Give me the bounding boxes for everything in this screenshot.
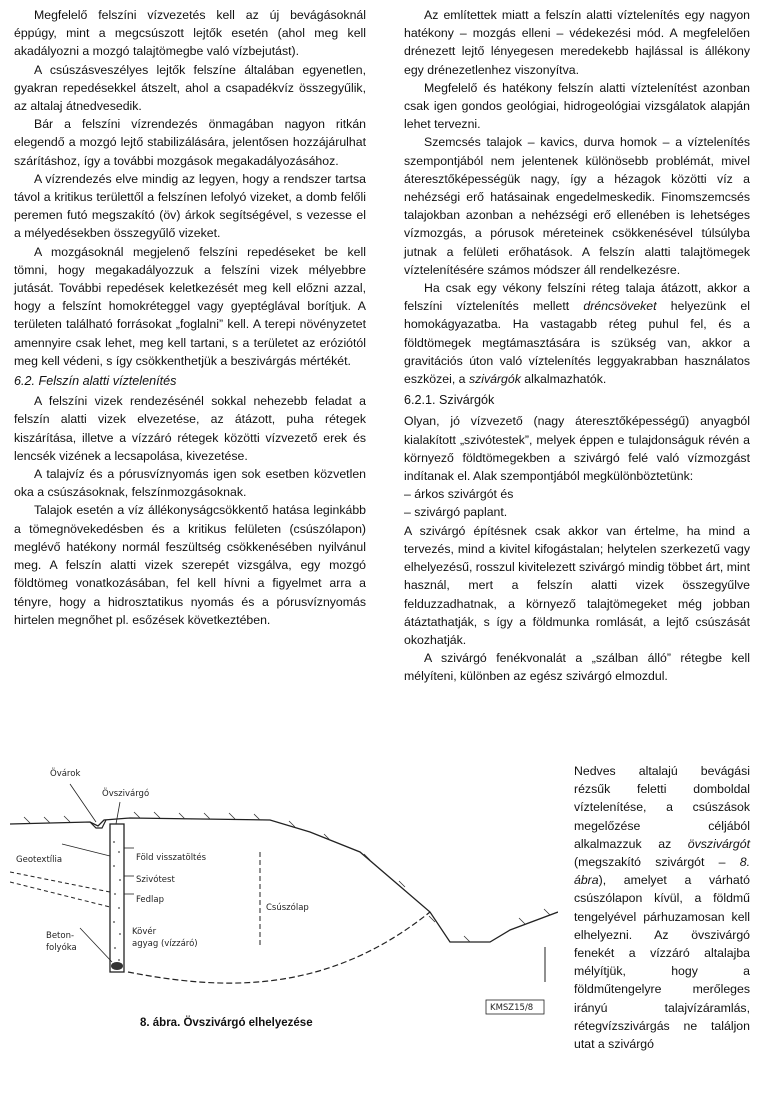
list-item: – árkos szivárgót és — [404, 487, 514, 502]
paragraph: A szivárgó fenékvonalát a „szálban álló” rétegbe kell mélyíteni, különben az egész szivárgó elmozdul. — [404, 651, 750, 684]
figure-drawing — [10, 762, 558, 1040]
label-geotextilia: Geotextília — [16, 855, 63, 865]
figure-caption: 8. ábra. Övszivárgó elhelyezése — [140, 1017, 313, 1029]
label-beton2: folyóka — [46, 943, 77, 953]
paragraph: A csúszásveszélyes lejtők felszíne általában egyenetlen, gyakran repedésekkel átszelt, ahol a csapadékvíz összegyűlik, az altalaj átnedvesedik. — [14, 62, 366, 114]
right-column — [404, 6, 750, 686]
label-fedlap: Fedlap — [136, 895, 165, 905]
ground-line — [10, 818, 558, 942]
emphasis: övszivárgót — [687, 836, 750, 851]
text-run: ), amelyet a várható csúszólapon kívül, a földmű tengelyével párhuzamosan kell elhelyezni. Az övszivárgó fenekét a vízzáró altalajba mélyítjük, hogy a földműtengelyre merőleges irányú talajvízáramlás, rétegvízszivárgás ne találjon utat a szivárgó — [574, 873, 750, 1052]
list-item: – szivárgó paplant. — [404, 505, 508, 520]
surface-hatching — [24, 812, 550, 942]
paragraph: A talajvíz és a pórusvíznyomás igen sok esetben közvetlen oka a csúszásoknak, felszínmozgásoknak. — [14, 467, 366, 500]
paragraph: A felszíni vizek rendezésénél sokkal nehezebb feladat a felszín alatti vizek elvezetése, az átázott, puha rétegek kiszárítása, illetve a vízzáró rétegek közötti vízvezető erek és lencsék vizének a lecsapolása, kivezetése. — [14, 394, 366, 463]
drain-trench — [110, 824, 124, 972]
paragraph: Az említettek miatt a felszín alatti víztelenítés egy nagyon hatékony – mozgás elleni – védekezési mód. A megfelelően drénezett lejtő lényegesen meredekebb hajlással is állékony egy drénezetlenhez viszonyítva. — [404, 8, 750, 77]
paragraph: A szivárgó építésnek csak akkor van értelme, ha mind a tervezés, mind a kivitel kifogástalan; helytelen szerkezetű vagy elhelyezésű, rosszul kivitelezett szivárgó mindig többet árt, mint használ, mert a felszín alatti vizek összegyűlve felduzzadhatnak, a környező talajtömegeket még jobban átáztathatják, s így a földmunka romlását, a lejtő csúszását okozhatják. — [404, 523, 750, 647]
label-fold: Föld visszatöltés — [136, 853, 207, 863]
layer-line — [10, 882, 110, 907]
label-kover1: Kövér — [132, 927, 157, 937]
label-beton1: Beton- — [46, 931, 75, 941]
emphasis: 8. ábra — [574, 855, 750, 888]
text-run: Nedves altalajú bevágási rézsűk feletti domboldal víztelenítése, a csúszások megelőzése céljából alkalmazzuk az — [574, 764, 750, 851]
left-column — [14, 6, 366, 629]
subsection-heading: 6.2.1. Szivárgók — [404, 393, 495, 408]
paragraph: Bár a felszíni vízrendezés önmagában nagyon ritkán elegendő a mozgó lejtő stabilizálására, jelentősen hozzájárulhat szárításhoz, így a további mozgások megakadályozásához. — [14, 117, 366, 168]
label-ovarok: Övárok — [50, 769, 81, 779]
section-heading: 6.2. Felszín alatti víztelenítés — [14, 374, 177, 389]
text-run: helyezünk el homokágyazatba. Ha vastagabb réteg puhul fel, és a földtömegek megtámasztására is szükség van, akkor a gravitációs úton való víztelenítés leggyakrabban használatos eszközei, a — [404, 299, 750, 387]
paragraph: Megfelelő felszíni vízvezetés kell az új bevágásoknál éppúgy, mint a megcsúszott lejtők esetén (ahol meg kell akadályozni a mozgó talajtömegbe való vízbejutást). — [14, 8, 366, 59]
paragraph: Szemcsés talajok – kavics, durva homok – a víztelenítés szempontjából nem jelentenek különösebb problémát, mivel áteresztőképességük nagy, így a hézagok közötti víz a nehézségi erő hatásainak engedelmeskedik. Finomszemcsés talajokban azonban a nehézségi erő ellenében is lehetséges vízmozgás, a pórusok méreteinek csökkenésével túlsúlyba jutnak a felületi erőhatások. A felszín alatti talajtömegek víztelenítésére számos módszer áll rendelkezésre. — [404, 135, 750, 277]
label-code: KMSZ15/8 — [490, 1003, 534, 1013]
layer-line — [10, 872, 110, 892]
emphasis: dréncsöveket — [583, 299, 657, 314]
label-kover2: agyag (vízzáró) — [132, 939, 198, 949]
emphasis: szivárgók — [468, 372, 521, 387]
text-run: Ha csak egy vékony felszíni réteg talaja átázott, akkor a felszíni víztelenítés mellett — [404, 281, 750, 314]
paragraph: Talajok esetén a víz állékonyságcsökkentő hatása leginkább a tömegnövekedésben és a kritikus felületen (csúszólapon) meglévő hatékony normál feszültség csökkenésében nyilvánul meg. A felszín alatti vizek szerepét vizsgálva, egy mozgó földtömeg vonatkozásában, fel kell hívni a figyelmet arra a tényre, hogy a hidrosztatikus nyomás és a pórusvíznyomás hirtelen megnőhet pl. esőzések következtében. — [14, 503, 366, 627]
wrap-text — [574, 762, 750, 1053]
paragraph: A mozgásoknál megjelenő felszíni repedéseket be kell tömni, hogy megakadályozzuk a felszíni vizek mélyebbre jutását. További repedések keletkezését meg kell előzni azzal, hogy a felszínt homokréteggel vagy gyeptéglával borítjuk. A területen található forrásokat „foglalni” kell. A terepi növényzetet amennyire csak lehet, meg kell tartani, s a területet az eróziótól meg kell védeni, s így csökkenthetjük a beszivárgás mértékét. — [14, 244, 366, 368]
paragraph-drains — [404, 279, 750, 388]
figure-8 — [10, 762, 558, 1040]
text-run: (megszakító szivárgót – — [574, 855, 740, 870]
paragraph: Olyan, jó vízvezető (nagy áteresztőképességű) anyagból kialakított „szivótestek”, melyek éppen e tulajdonságuk révén a környező földtömegekben a szivárgó felé való vízmozgást indítanak el. Alak szempontjából megkülönböztetünk: — [404, 414, 750, 484]
text-run: alkalmazhatók. — [520, 372, 607, 387]
label-szivotest: Szivótest — [136, 875, 175, 885]
label-ovszivargo: Övszivárgó — [102, 789, 150, 799]
paragraph: A vízrendezés elve mindig az legyen, hogy a rendszer tartsa távol a kritikus területtől a felszínen lefolyó vizeket, a domb felőli peremen futó megszakító (öv) árkok segítségével, s vezesse el a mélyedésekben összegyűlő vizeket. — [14, 171, 366, 241]
type-list — [404, 485, 750, 521]
drain-pipe — [111, 962, 123, 970]
paragraph: Megfelelő és hatékony felszín alatti víztelenítést azonban csak igen gondos geológiai, hidrogeológiai vizsgálatok alapján lehet tervezni. — [404, 80, 750, 132]
label-csuszolap: Csúszólap — [266, 903, 309, 913]
